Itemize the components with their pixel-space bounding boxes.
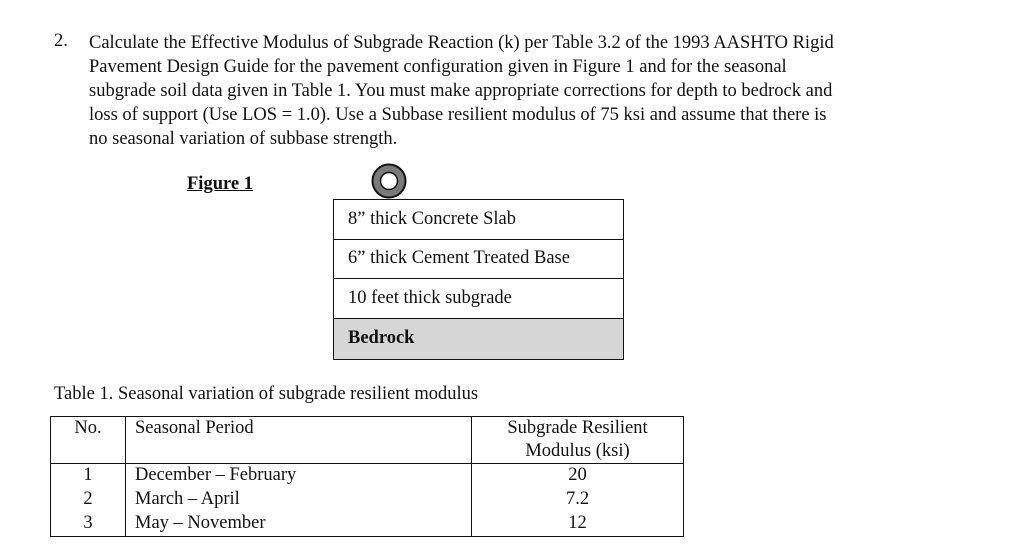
question-line: loss of support (Use LOS = 1.0). Use a Subbase resilient modulus of 75 ksi and assume that there is — [89, 105, 827, 125]
question-line: subgrade soil data given in Table 1. You must make appropriate corrections for depth to bedrock and — [89, 81, 833, 101]
cell-no: 3 — [51, 512, 126, 537]
question-number: 2. — [54, 31, 68, 51]
layer-concrete-slab: 8” thick Concrete Slab — [334, 200, 623, 240]
cell-period: December – February — [126, 464, 472, 489]
layer-subgrade: 10 feet thick subgrade — [334, 279, 623, 319]
figure-label: Figure 1 — [187, 174, 253, 194]
question-line: Pavement Design Guide for the pavement configuration given in Figure 1 and for the seasonal — [89, 57, 787, 77]
header-modulus-line2: Modulus (ksi) — [525, 441, 630, 461]
cell-modulus: 7.2 — [472, 488, 684, 512]
table-header-row — [51, 417, 684, 464]
wheel-icon — [371, 163, 407, 199]
table-row — [51, 512, 684, 537]
header-no: No. — [51, 417, 126, 464]
header-modulus-line1: Subgrade Resilient — [507, 418, 648, 438]
table-caption: Table 1. Seasonal variation of subgrade resilient modulus — [54, 384, 479, 404]
cell-no: 1 — [51, 464, 126, 489]
seasonal-modulus-table — [50, 416, 684, 537]
question-text — [89, 31, 919, 151]
cell-modulus: 12 — [472, 512, 684, 537]
pavement-layers-figure — [333, 199, 624, 360]
cell-no: 2 — [51, 488, 126, 512]
layer-cement-treated-base: 6” thick Cement Treated Base — [334, 240, 623, 280]
header-period: Seasonal Period — [126, 417, 472, 464]
cell-modulus: 20 — [472, 464, 684, 489]
table-row — [51, 464, 684, 489]
header-modulus — [472, 417, 684, 464]
cell-period: March – April — [126, 488, 472, 512]
question-line: Calculate the Effective Modulus of Subgrade Reaction (k) per Table 3.2 of the 1993 AASHTO Rigid — [89, 33, 834, 53]
table-row — [51, 488, 684, 512]
cell-period: May – November — [126, 512, 472, 537]
question-line: no seasonal variation of subbase strength. — [89, 129, 398, 149]
layer-bedrock: Bedrock — [334, 319, 623, 360]
